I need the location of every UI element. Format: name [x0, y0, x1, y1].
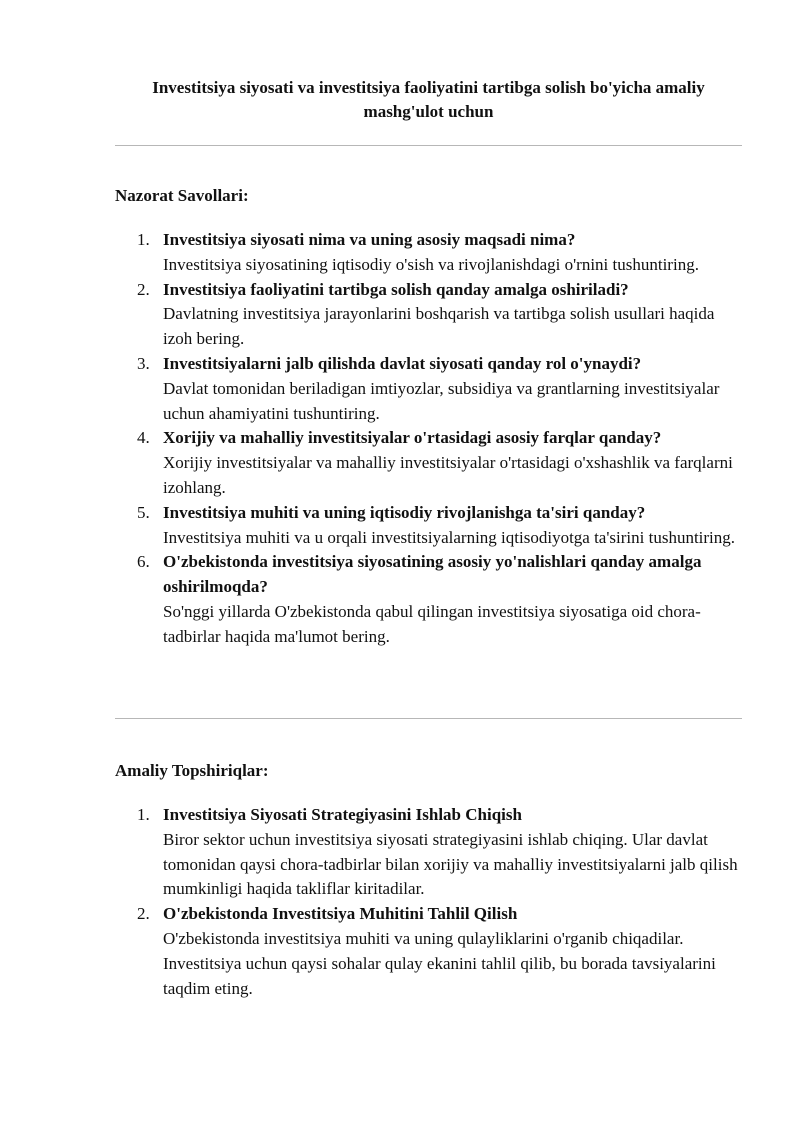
practical-tasks-heading: Amaliy Topshiriqlar: — [115, 761, 269, 780]
task-item — [115, 902, 742, 1001]
question-title: Investitsiya muhiti va uning iqtisodiy rivojlanishga ta'siri qanday? — [163, 502, 646, 522]
task-description: Biror sektor uchun investitsiya siyosati strategiyasini ishlab chiqing. Ular davlat tomonidan qaysi chora-tadbirlar bilan xorijiy va mahalliy investitsiyalarni jalb qilish mumkinligi haqida takliflar kiritadilar. — [163, 829, 738, 899]
question-item — [115, 352, 742, 426]
question-item — [115, 426, 742, 500]
task-number: 1. — [137, 805, 150, 824]
question-title: Xorijiy va mahalliy investitsiyalar o'rtasidagi asosiy farqlar qanday? — [163, 428, 662, 448]
question-number: 4. — [137, 428, 150, 448]
question-title: O'zbekistonda investitsiya siyosatining asosiy yo'nalishlari qanday amalga oshirilmoqda? — [163, 552, 702, 597]
question-number: 2. — [137, 279, 150, 299]
question-description: Xorijiy investitsiyalar va mahalliy investitsiyalar o'rtasidagi o'xshashlik va farqlarni izohlang. — [163, 453, 733, 497]
question-description: So'nggi yillarda O'zbekistonda qabul qilingan investitsiya siyosatiga oid chora-tadbirlar haqida ma'lumot bering. — [163, 601, 701, 646]
task-title: Investitsiya Siyosati Strategiyasini Ishlab Chiqish — [163, 805, 522, 824]
question-description: Investitsiya muhiti va u orqali investitsiyalarning iqtisodiyotga ta'sirini tushuntiring. — [163, 527, 736, 547]
task-number: 2. — [137, 904, 150, 924]
task-description: O'zbekistonda investitsiya muhiti va uning qulayliklarini o'rganib chiqadilar. Investitsiya uchun qaysi sohalar qulay ekanini tahlil qilib, bu borada tavsiyalarini taqdim eting. — [163, 928, 716, 998]
question-number: 6. — [137, 552, 150, 572]
task-title: O'zbekistonda Investitsiya Muhitini Tahlil Qilish — [163, 904, 518, 924]
divider-top — [115, 145, 742, 146]
question-number: 5. — [137, 502, 150, 522]
document-title: Investitsiya siyosati va investitsiya faoliyatini tartibga solish bo'yicha amaliy mashg'ulot uchun — [152, 78, 705, 121]
question-title: Investitsiya siyosati nima va uning asosiy maqsadi nima? — [163, 230, 576, 249]
question-number: 1. — [137, 230, 150, 249]
divider-middle — [115, 718, 742, 719]
question-number: 3. — [137, 353, 150, 373]
question-item — [115, 550, 742, 649]
control-questions-heading: Nazorat Savollari: — [115, 186, 249, 205]
question-item — [115, 501, 742, 551]
question-item — [115, 228, 742, 278]
question-description: Davlatning investitsiya jarayonlarini boshqarish va tartibga solish usullari haqida izoh bering. — [163, 304, 715, 349]
question-description: Investitsiya siyosatining iqtisodiy o'sish va rivojlanishdagi o'rnini tushuntiring. — [163, 254, 699, 274]
control-questions-list — [115, 228, 742, 650]
practical-tasks-list — [115, 803, 742, 1001]
question-title: Investitsiya faoliyatini tartibga solish qanday amalga oshiriladi? — [163, 279, 629, 299]
task-item — [115, 803, 742, 902]
question-item — [115, 278, 742, 352]
question-title: Investitsiyalarni jalb qilishda davlat siyosati qanday rol o'ynaydi? — [163, 353, 642, 373]
question-description: Davlat tomonidan beriladigan imtiyozlar, subsidiya va grantlarning investitsiyalar uchun ahamiyatini tushuntiring. — [163, 378, 720, 423]
